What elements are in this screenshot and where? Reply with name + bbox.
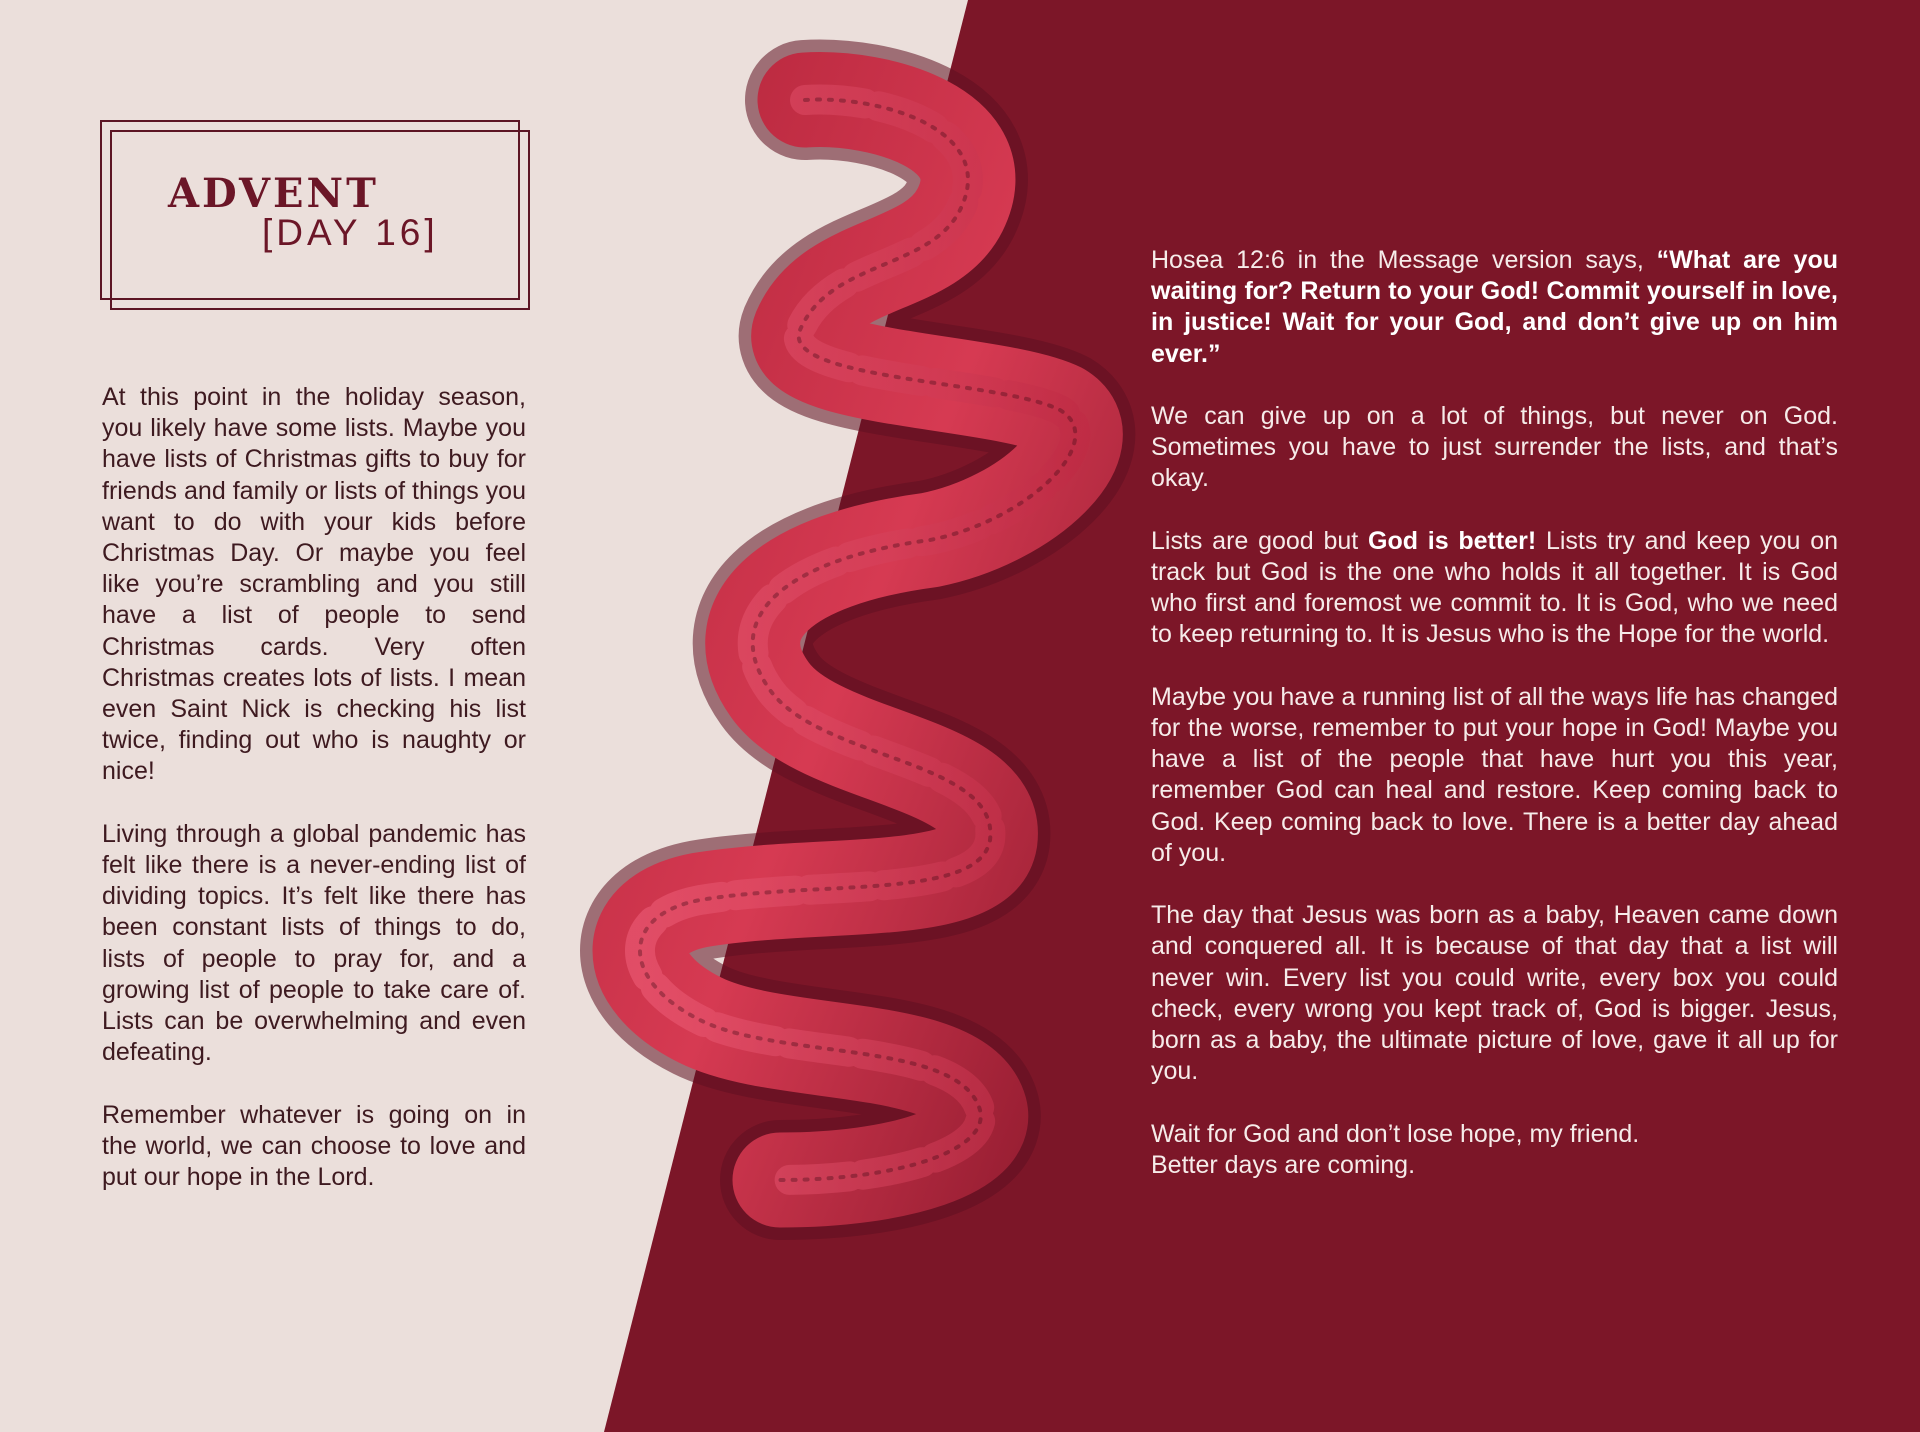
- right-text-column: [1151, 245, 1838, 1212]
- left-text-column: [102, 382, 526, 1224]
- scripture-intro: Hosea 12:6 in the Message version says,: [1151, 246, 1657, 274]
- god-is-better-emphasis: God is better!: [1368, 526, 1537, 555]
- scripture-quote: “What are you waiting for? Return to your God! Commit yourself in love, in justice! Wait for your God, and don’t give up on him ever.”: [1151, 246, 1838, 368]
- right-paragraph-2: We can give up on a lot of things, but never on God. Sometimes you have to just surrender the lists, and that’s okay.: [1151, 402, 1838, 493]
- left-paragraph-2: Living through a global pandemic has felt like there is a never-ending list of dividing topics. It’s felt like there has been constant lists of things to do, lists of people to pray for, and a growing list of people to take care of. Lists can be overwhelming and even defeating.: [102, 819, 526, 1067]
- left-paragraph-3: Remember whatever is going on in the world, we can choose to love and put our hope in the Lord.: [102, 1100, 526, 1192]
- right-paragraph-6: [1151, 1119, 1838, 1181]
- right-paragraph-4: Maybe you have a running list of all the ways life has changed for the worse, remember to put your hope in God! Maybe you have a list of the people that have hurt you this year, remember God can heal and restore. Keep coming back to God. Keep coming back to love. There is a better day ahead of you.: [1151, 682, 1838, 867]
- left-paragraph-1: At this point in the holiday season, you likely have some lists. Maybe you have lists of Christmas gifts to buy for friends and family or lists of things you want to do with your kids before Christmas Day. Or maybe you feel like you’re scrambling and you still have a list of people to send Christmas cards. Very often Christmas creates lots of lists. I mean even Saint Nick is checking his list twice, finding out who is naughty or nice!: [102, 383, 526, 786]
- paragraph-3-start: Lists are good but: [1151, 526, 1368, 555]
- day-label: [DAY 16]: [262, 212, 439, 253]
- page-title: ADVENT: [168, 170, 379, 217]
- right-paragraph-1: [1151, 245, 1838, 370]
- right-paragraph-5: The day that Jesus was born as a baby, Heaven came down and conquered all. It is because of that day that a list will never win. Every list you could write, every box you could check, every wrong you kept track of, God is bigger. Jesus, born as a baby, the ultimate picture of love, gave it all up for you.: [1151, 901, 1838, 1086]
- closing-line-2: Better days are coming.: [1151, 1150, 1416, 1179]
- paragraph-3-rest: Lists try and keep you on track but God is the one who holds it all together. It is God who first and foremost we commit to. It is God, who we need to keep returning to. It is Jesus who is the Hope for the world.: [1151, 526, 1839, 649]
- right-paragraph-3: [1151, 526, 1838, 651]
- closing-line-1: Wait for God and don’t lose hope, my friend.: [1151, 1119, 1640, 1148]
